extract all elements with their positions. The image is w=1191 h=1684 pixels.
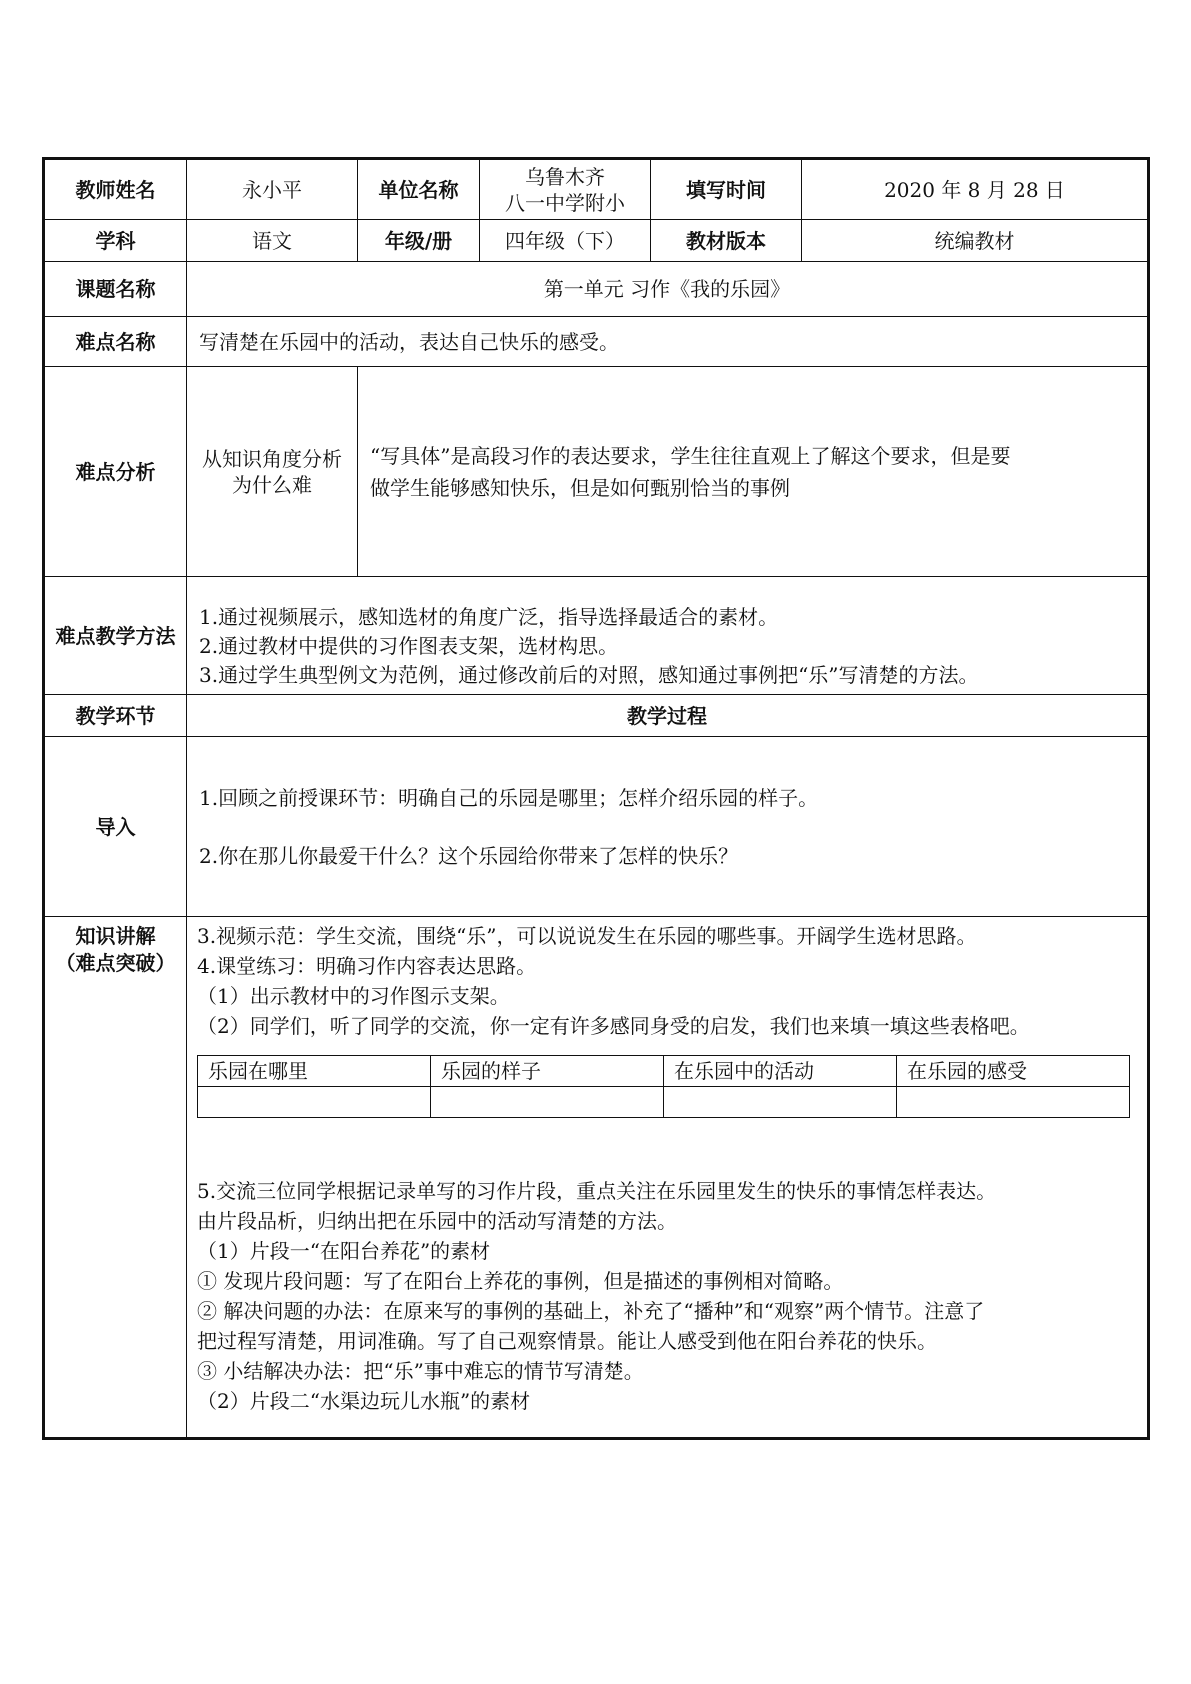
analysis-sublabel xyxy=(187,367,358,577)
knowledge-line-5: 5.交流三位同学根据记录单写的习作片段，重点关注在乐园里发生的快乐的事情怎样表达。 xyxy=(197,1179,997,1203)
analysis-text xyxy=(358,367,1149,577)
stage-header: 教学环节 xyxy=(44,695,187,737)
difficulty-value: 写清楚在乐园中的活动，表达自己快乐的感受。 xyxy=(187,317,1149,367)
unit-value-line1: 乌鲁木齐 xyxy=(525,164,605,189)
knowledge-line-3: 3.视频示范：学生交流，围绕“乐”，可以说说发生在乐园的哪些事。开阔学生选材思路。 xyxy=(197,924,977,948)
method-item-3: 3.通过学生典型例文为范例，通过修改前后的对照，感知通过事例把“乐”写清楚的方法。 xyxy=(199,663,979,687)
process-header: 教学过程 xyxy=(187,695,1149,737)
knowledge-line-step2a: ② 解决问题的办法：在原来写的事例的基础上，补充了“播种”和“观察”两个情节。注意了 xyxy=(197,1299,985,1323)
knowledge-line-step2b: 把过程写清楚，用词准确。写了自己观察情景。能让人感受到他在阳台养花的快乐。 xyxy=(197,1329,937,1353)
analysis-label: 难点分析 xyxy=(44,367,187,577)
analysis-text-line1: “写具体”是高段习作的表达要求，学生往往直观上了解这个要求，但是要 xyxy=(370,443,1011,468)
grade-label: 年级/册 xyxy=(358,220,480,262)
knowledge-line-4-1: （1）出示教材中的习作图示支架。 xyxy=(197,984,510,1008)
unit-label: 单位名称 xyxy=(358,159,480,220)
worksheet-header-where: 乐园在哪里 xyxy=(198,1056,431,1087)
intro-content xyxy=(187,737,1149,917)
date-value: 2020 年 8 月 28 日 xyxy=(802,159,1149,220)
analysis-text-line2: 做学生能够感知快乐，但是如何甄别恰当的事例 xyxy=(370,475,790,500)
knowledge-label-line2: （难点突破） xyxy=(55,951,176,975)
knowledge-label xyxy=(44,917,187,1439)
analysis-sublabel-line1: 从知识角度分析 xyxy=(202,446,342,471)
date-label: 填写时间 xyxy=(651,159,802,220)
teacher-value: 永小平 xyxy=(187,159,358,220)
grade-value: 四年级（下） xyxy=(480,220,651,262)
worksheet-header-feeling: 在乐园的感受 xyxy=(897,1056,1130,1087)
unit-value xyxy=(480,159,651,220)
edition-value: 统编教材 xyxy=(802,220,1149,262)
unit-value-line2: 八一中学附小 xyxy=(505,190,625,215)
intro-item-2: 2.你在那儿你最爱干什么？这个乐园给你带来了怎样的快乐？ xyxy=(199,843,739,868)
worksheet-cell-feeling[interactable] xyxy=(897,1087,1130,1118)
topic-label: 课题名称 xyxy=(44,262,187,317)
analysis-sublabel-line2: 为什么难 xyxy=(232,472,312,497)
method-item-1: 1.通过视频展示，感知选材的角度广泛，指导选择最适合的素材。 xyxy=(199,605,779,629)
method-label: 难点教学方法 xyxy=(44,577,187,695)
edition-label: 教材版本 xyxy=(651,220,802,262)
intro-item-1: 1.回顾之前授课环节：明确自己的乐园是哪里；怎样介绍乐园的样子。 xyxy=(199,785,819,810)
subject-value: 语文 xyxy=(187,220,358,262)
knowledge-line-5-1: （1）片段一“在阳台养花”的素材 xyxy=(197,1239,491,1263)
worksheet-cell-where[interactable] xyxy=(198,1087,431,1118)
knowledge-line-4-2: （2）同学们，听了同学的交流，你一定有许多感同身受的启发，我们也来填一填这些表格吧。 xyxy=(197,1014,1030,1038)
knowledge-line-step1: ① 发现片段问题：写了在阳台上养花的事例，但是描述的事例相对简略。 xyxy=(197,1269,844,1293)
method-content xyxy=(187,577,1149,695)
worksheet-table xyxy=(197,1055,1130,1118)
method-item-2: 2.通过教材中提供的习作图表支架，选材构思。 xyxy=(199,634,619,658)
worksheet-cell-activity[interactable] xyxy=(664,1087,897,1118)
knowledge-label-line1: 知识讲解 xyxy=(75,924,156,948)
intro-label: 导入 xyxy=(44,737,187,917)
topic-value: 第一单元 习作《我的乐园》 xyxy=(187,262,1149,317)
knowledge-line-5-2: （2）片段二“水渠边玩儿水瓶”的素材 xyxy=(197,1389,531,1413)
teacher-label: 教师姓名 xyxy=(44,159,187,220)
knowledge-line-5-summary: 由片段品析，归纳出把在乐园中的活动写清楚的方法。 xyxy=(197,1209,677,1233)
worksheet-header-activity: 在乐园中的活动 xyxy=(664,1056,897,1087)
knowledge-line-4: 4.课堂练习：明确习作内容表达思路。 xyxy=(197,954,537,978)
knowledge-line-step3: ③ 小结解决办法：把“乐”事中难忘的情节写清楚。 xyxy=(197,1359,644,1383)
difficulty-label: 难点名称 xyxy=(44,317,187,367)
knowledge-content xyxy=(187,917,1149,1439)
worksheet-cell-look[interactable] xyxy=(431,1087,664,1118)
lesson-plan-table xyxy=(42,157,1150,1440)
subject-label: 学科 xyxy=(44,220,187,262)
worksheet-header-look: 乐园的样子 xyxy=(431,1056,664,1087)
